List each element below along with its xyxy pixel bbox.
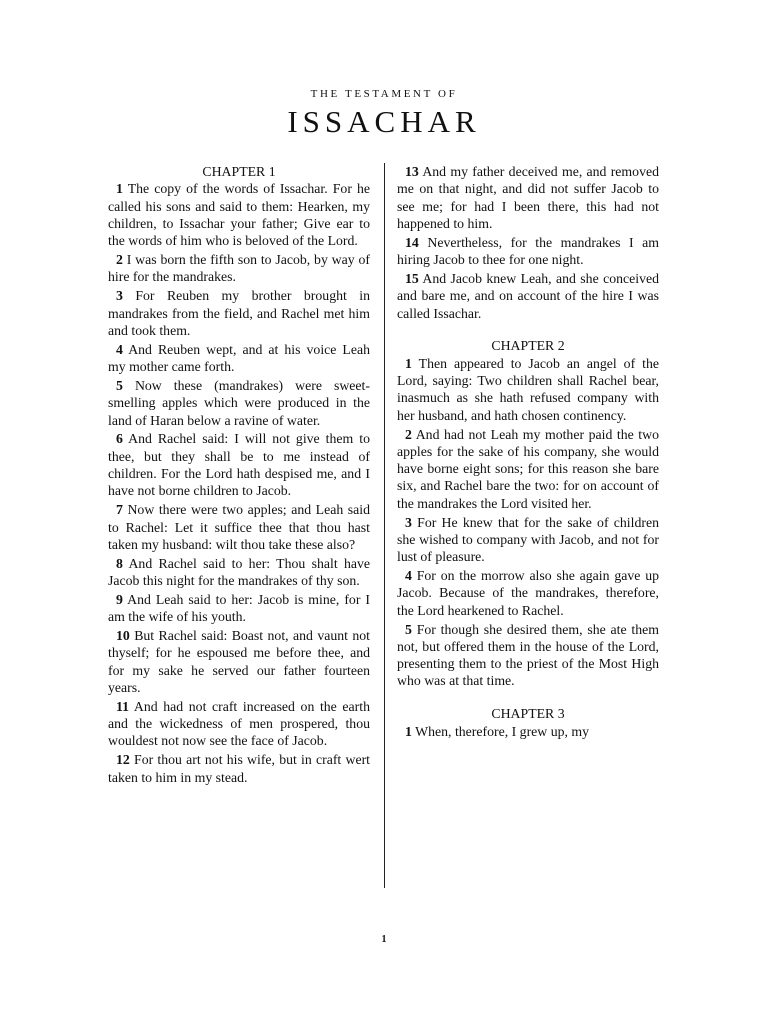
verse	[108, 627, 370, 696]
verse-number: 5	[405, 621, 412, 637]
verse-list	[397, 723, 659, 740]
verse-text: When, therefore, I grew up, my	[415, 723, 590, 739]
right-column	[397, 163, 659, 742]
verse-text: For on the morrow also she again gave up Jacob. Because of the mandrakes, therefore, the Lord hearkened to Rachel.	[397, 568, 659, 618]
verse-number: 7	[116, 502, 123, 518]
verse-number: 4	[116, 341, 123, 357]
verse-number: 9	[116, 591, 123, 607]
verse-text: For though she desired them, she ate them not, but offered them in the house of the Lord, presenting them to the priest of the Most High who was at that time.	[397, 621, 660, 689]
verse	[108, 751, 370, 786]
verse-text: For He knew that for the sake of children she wished to company with Jacob, and not for lust of pleasure.	[397, 514, 659, 565]
verse	[397, 567, 659, 619]
verse-number: 1	[116, 181, 123, 197]
book-supertitle: THE TESTAMENT OF	[310, 88, 458, 100]
verse	[397, 270, 659, 322]
book-title: ISSACHAR	[287, 104, 481, 139]
verse-text: And had not Leah my mother paid the two apples for the sake of his company, she would have borne eight sons; for this reason she bare six, and Rachel bare the two: for on account of the mandrakes the Lord visited her.	[397, 426, 659, 511]
verse	[108, 377, 370, 429]
verse-number: 10	[116, 628, 130, 644]
verse	[108, 698, 370, 750]
verse-number: 14	[405, 234, 419, 250]
spacer	[397, 691, 659, 705]
verse	[397, 514, 659, 566]
verse-number: 8	[116, 555, 123, 571]
spacer	[397, 323, 659, 337]
verse-text: Nevertheless, for the mandrakes I am hiring Jacob to thee for one night.	[397, 234, 659, 268]
verse-text: And my father deceived me, and removed me on that night, and did not suffer Jacob to see me; for had I been there, this had not happened to him.	[397, 164, 659, 231]
verse	[397, 723, 659, 740]
verse-number: 1	[405, 723, 412, 739]
verse-text: Now there were two apples; and Leah said to Rachel: Let it suffice thee that thou hast taken my husband: wilt thou take these also?	[108, 502, 371, 552]
verse-number: 2	[116, 252, 123, 268]
verse-text: And Leah said to her: Jacob is mine, for I am the wife of his youth.	[108, 591, 370, 625]
verse	[108, 287, 370, 339]
verse-text: And Reuben wept, and at his voice Leah my mother came forth.	[108, 341, 370, 375]
verse	[108, 251, 370, 286]
verse-text: And had not craft increased on the earth and the wickedness of men prospered, thou wouldest not now see the face of Jacob.	[108, 698, 370, 749]
verse	[397, 426, 659, 512]
verse-number: 13	[405, 164, 419, 179]
verse	[397, 163, 659, 232]
verse-number: 5	[116, 377, 123, 393]
verse-number: 1	[405, 355, 412, 371]
verse	[397, 234, 659, 269]
verse-list	[397, 355, 659, 690]
verse	[108, 501, 370, 553]
verse-text: And Rachel said to her: Thou shalt have Jacob this night for the mandrakes of thy son.	[108, 555, 370, 588]
verse	[108, 591, 370, 626]
verse	[108, 341, 370, 376]
verse-number: 6	[116, 431, 123, 447]
verse-text: And Rachel said: I will not give them to thee, but they shall be to me instead of children. For the Lord hath despised me, and I have not borne children to Jacob.	[108, 431, 370, 499]
verse-text: Then appeared to Jacob an angel of the Lord, saying: Two children shall Rachel bear, inasmuch as she hath refused company with her husband, and hath chosen continency.	[397, 355, 660, 423]
chapter-heading: CHAPTER 3	[491, 706, 565, 722]
verse-text: But Rachel said: Boast not, and vaunt not thyself; for he espoused me before thee, and for my sake he served our father fourteen years.	[108, 628, 370, 695]
verse-text: The copy of the words of Issachar. For he called his sons and said to them: Hearken, my children, to Issachar your father; Give ear to the words of him who is beloved of the Lord.	[108, 181, 370, 249]
verse	[108, 180, 370, 249]
verse-number: 4	[405, 568, 412, 584]
verse-list	[108, 180, 370, 786]
column-divider	[384, 163, 385, 888]
verse-text: I was born the fifth son to Jacob, by way of hire for the mandrakes.	[108, 252, 370, 285]
verse-text: For Reuben my brother brought in mandrakes from the field, and Rachel met him and took them.	[108, 288, 371, 338]
verse-text: And Jacob knew Leah, and she conceived and bare me, and on account of the hire I was called Issachar.	[397, 270, 659, 321]
chapter-heading: CHAPTER 2	[491, 338, 565, 354]
page-number: 1	[381, 934, 387, 945]
verse-number: 3	[116, 288, 123, 304]
chapter-heading: CHAPTER 1	[202, 164, 276, 179]
verse-number: 2	[405, 426, 412, 442]
verse	[397, 355, 659, 424]
verse-number: 3	[405, 514, 412, 530]
verse	[397, 621, 659, 690]
verse	[108, 430, 370, 499]
verse-list	[397, 163, 659, 322]
verse-number: 12	[116, 752, 130, 768]
verse-text: For thou art not his wife, but in craft wert taken to him in my stead.	[108, 752, 370, 785]
verse-number: 15	[405, 270, 419, 286]
verse	[108, 555, 370, 590]
verse-number: 11	[116, 698, 130, 714]
left-column	[108, 163, 370, 788]
verse-text: Now these (mandrakes) were sweet-smelling apples which were produced in the land of Haran below a ravine of water.	[108, 377, 370, 428]
